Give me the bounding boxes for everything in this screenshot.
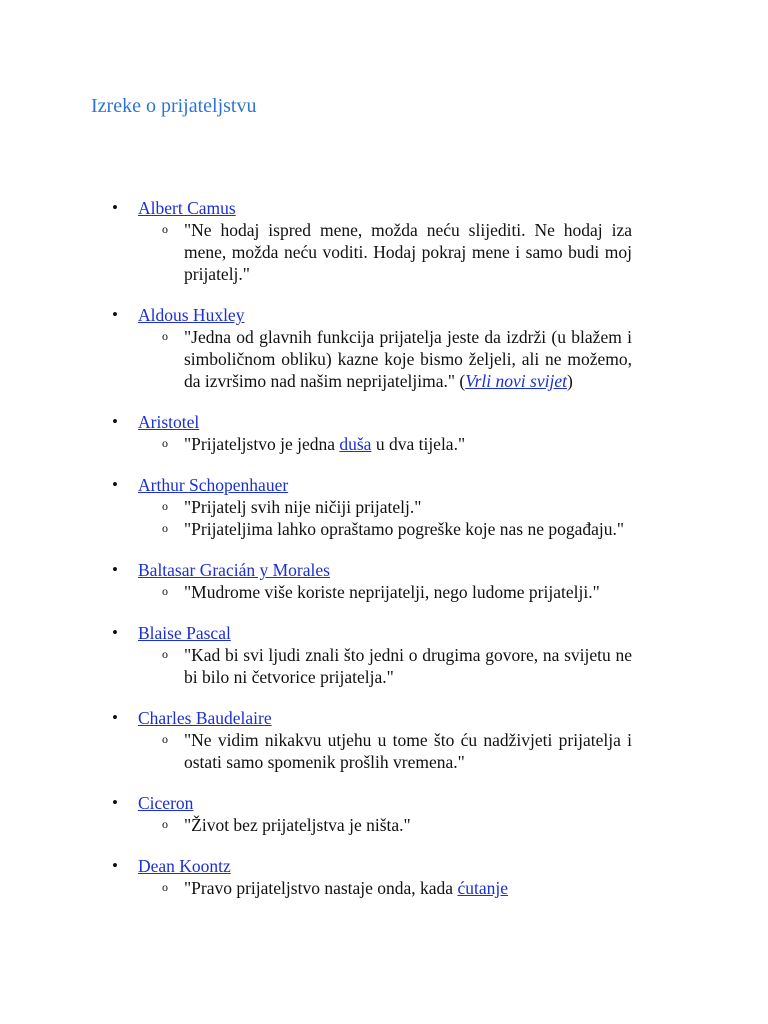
author-entry xyxy=(112,304,632,392)
quote-text-end: u dva tijela." xyxy=(371,434,466,454)
quote-item xyxy=(138,877,632,899)
quote-item xyxy=(138,433,632,455)
author-entry xyxy=(112,707,632,773)
author-link-blaise-pascal[interactable]: Blaise Pascal xyxy=(138,623,231,643)
author-link-albert-camus[interactable]: Albert Camus xyxy=(138,198,236,218)
author-entry xyxy=(112,855,632,899)
quote-text: "Pravo prijateljstvo nastaje onda, kada xyxy=(184,878,458,898)
quote-sublist xyxy=(138,581,632,603)
quote-sublist xyxy=(138,814,632,836)
quote-item: o "Ne vidim nikakvu utjehu u tome što ću nadživjeti prijatelja i ostati samo spomenik prošlih vremena." xyxy=(138,729,632,773)
quote-text: "Prijateljstvo je jedna xyxy=(184,434,340,454)
quote-item xyxy=(138,326,632,392)
quote-item: o "Ne hodaj ispred mene, možda neću slijediti. Ne hodaj iza mene, možda neću voditi. Hodaj pokraj mene i samo budi moj prijatelj." xyxy=(138,219,632,285)
author-link-aldous-huxley[interactable]: Aldous Huxley xyxy=(138,305,245,325)
quote-text-end: ) xyxy=(566,371,573,391)
quote-sublist xyxy=(138,729,632,773)
quote-item: o "Mudrome više koriste neprijatelji, nego ludome prijatelji." xyxy=(138,581,632,603)
quote-item: o "Život bez prijateljstva je ništa." xyxy=(138,814,632,836)
quote-item: o "Kad bi svi ljudi znali što jedni o drugima govore, na svijetu ne bi bilo ni četvorice prijatelja." xyxy=(138,644,632,688)
author-entry xyxy=(112,622,632,688)
word-link-dusa[interactable]: duša xyxy=(339,434,372,454)
quote-list xyxy=(112,197,632,918)
quote-item: o "Prijatelj svih nije ničiji prijatelj." xyxy=(138,496,632,518)
quote-sublist xyxy=(138,219,632,285)
author-entry xyxy=(112,474,632,540)
author-link-arthur-schopenhauer[interactable]: Arthur Schopenhauer xyxy=(138,475,289,495)
word-link-cutanje[interactable]: ćutanje xyxy=(457,878,508,898)
book-link-vrli-novi-svijet[interactable]: Vrli novi svijet xyxy=(465,371,567,391)
quote-sublist xyxy=(138,326,632,392)
author-link-baltasar-gracian[interactable]: Baltasar Gracián y Morales xyxy=(138,560,330,580)
quote-sublist xyxy=(138,433,632,455)
quote-sublist xyxy=(138,644,632,688)
author-entry xyxy=(112,792,632,836)
author-link-ciceron[interactable]: Ciceron xyxy=(138,793,194,813)
quote-sublist xyxy=(138,877,632,899)
author-link-dean-koontz[interactable]: Dean Koontz xyxy=(138,856,231,876)
quote-sublist xyxy=(138,496,632,540)
author-entry xyxy=(112,197,632,285)
author-link-charles-baudelaire[interactable]: Charles Baudelaire xyxy=(138,708,272,728)
author-entry xyxy=(112,559,632,603)
quote-text: "Jedna od glavnih funkcija prijatelja jeste da izdrži (u blažem i simboličnom obliku) kazne koje bismo željeli, ali ne možemo, da izvršimo nad našim neprijateljima." ( xyxy=(184,327,632,391)
quote-item: o "Prijateljima lahko opraštamo pogreške koje nas ne pogađaju." xyxy=(138,518,632,540)
page-title: Izreke o prijateljstvu xyxy=(91,95,257,117)
author-entry xyxy=(112,411,632,455)
author-link-aristotel[interactable]: Aristotel xyxy=(138,412,200,432)
